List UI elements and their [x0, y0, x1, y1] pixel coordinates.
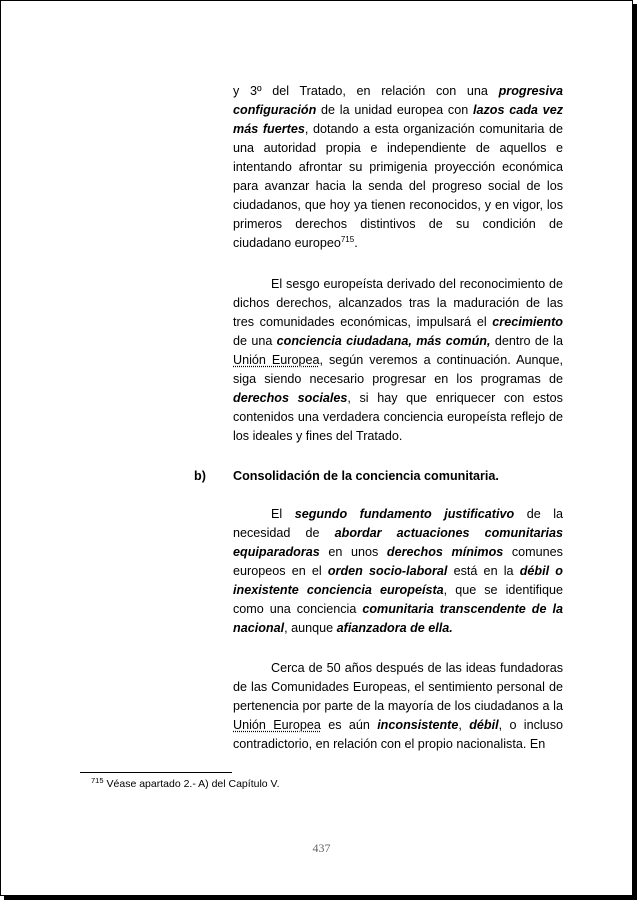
emphasis: abordar actuaciones comunitarias equiparadoras: [233, 526, 563, 559]
footnote-number: 715: [91, 776, 104, 785]
emphasis: segundo fundamento justificativo: [294, 507, 515, 521]
text-run: Cerca de 50 años después de las ideas fundadoras de las Comunidades Europeas, el sentimiento personal de pertenencia por parte de la mayoría de los ciudadanos a la: [233, 661, 563, 713]
paragraph-1: [233, 82, 563, 253]
text-run: y 3º del Tratado, en relación con una: [233, 84, 499, 98]
footnote: [91, 777, 280, 791]
paragraph-3: [233, 505, 563, 638]
emphasis: orden socio-laboral: [327, 564, 448, 578]
text-run: , dotando a esta organización comunitaria de una autoridad propia e independiente de aquellos e intentando afrontar su primigenia proyección económica para avanzar hacia la senda del progreso social de los ciudadanos, que hoy ya tienen reconocidos, y en vigor, los primeros derechos distintivos de su condición de ciudadano europeo: [233, 122, 564, 250]
text-run: comunes europeos en el: [233, 545, 563, 578]
spellcheck-underlined-term: Unión Europea: [233, 718, 321, 732]
emphasis: conciencia ciudadana, más común,: [276, 334, 491, 348]
text-run: de la necesidad de: [233, 507, 563, 540]
emphasis: débil o inexistente conciencia europeísta: [233, 564, 563, 597]
text-run: , según veremos a continuación. Aunque, siga siendo necesario progresar en los programas de: [233, 353, 563, 386]
emphasis: débil: [469, 718, 499, 732]
text-run: El: [271, 507, 295, 521]
spellcheck-underlined-term: Unión Europea: [233, 353, 320, 367]
text-run: , aunque: [284, 621, 337, 635]
emphasis: afianzadora de ella.: [336, 621, 453, 635]
page-number: 437: [312, 841, 331, 855]
section-title: Consolidación de la conciencia comunitaria.: [233, 469, 499, 483]
text-run: dentro de la: [490, 334, 563, 348]
text-run: de una: [233, 334, 277, 348]
paragraph-2: [233, 275, 563, 446]
footnote-separator: [80, 772, 232, 773]
text-run: está en la: [447, 564, 520, 578]
text-run: es aún: [320, 718, 378, 732]
emphasis: inconsistente: [377, 718, 459, 732]
footnote-reference[interactable]: 715: [340, 235, 355, 244]
text-run: .: [354, 236, 358, 250]
text-run: , que se identifique como una conciencia: [233, 583, 563, 616]
text-run: El sesgo europeísta derivado del reconocimiento de dichos derechos, alcanzados tras la maduración de las tres comunidades económicas, impulsará el: [233, 277, 563, 329]
section-letter: b): [194, 469, 206, 483]
emphasis: progresiva configuración: [233, 84, 563, 117]
text-run: , si hay que enriquecer con estos contenidos una verdadera conciencia europeísta reflejo de los ideales y fines del Tratado.: [233, 391, 563, 443]
emphasis: comunitaria transcendente de la nacional: [233, 602, 563, 635]
emphasis: derechos mínimos: [386, 545, 504, 559]
footnote-text: Véase apartado 2.- A) del Capítulo V.: [106, 778, 280, 790]
section-heading: [194, 467, 499, 486]
text-run: de la unidad europea con: [316, 103, 473, 117]
text-run: , o incluso contradictorio, en relación con el propio nacionalista. En: [233, 718, 563, 751]
paragraph-4: [233, 659, 563, 754]
emphasis: derechos sociales: [233, 391, 348, 405]
text-run: ,: [458, 718, 470, 732]
emphasis: lazos cada vez más fuertes: [233, 103, 563, 136]
emphasis: crecimiento: [492, 315, 563, 329]
text-run: en unos: [319, 545, 387, 559]
